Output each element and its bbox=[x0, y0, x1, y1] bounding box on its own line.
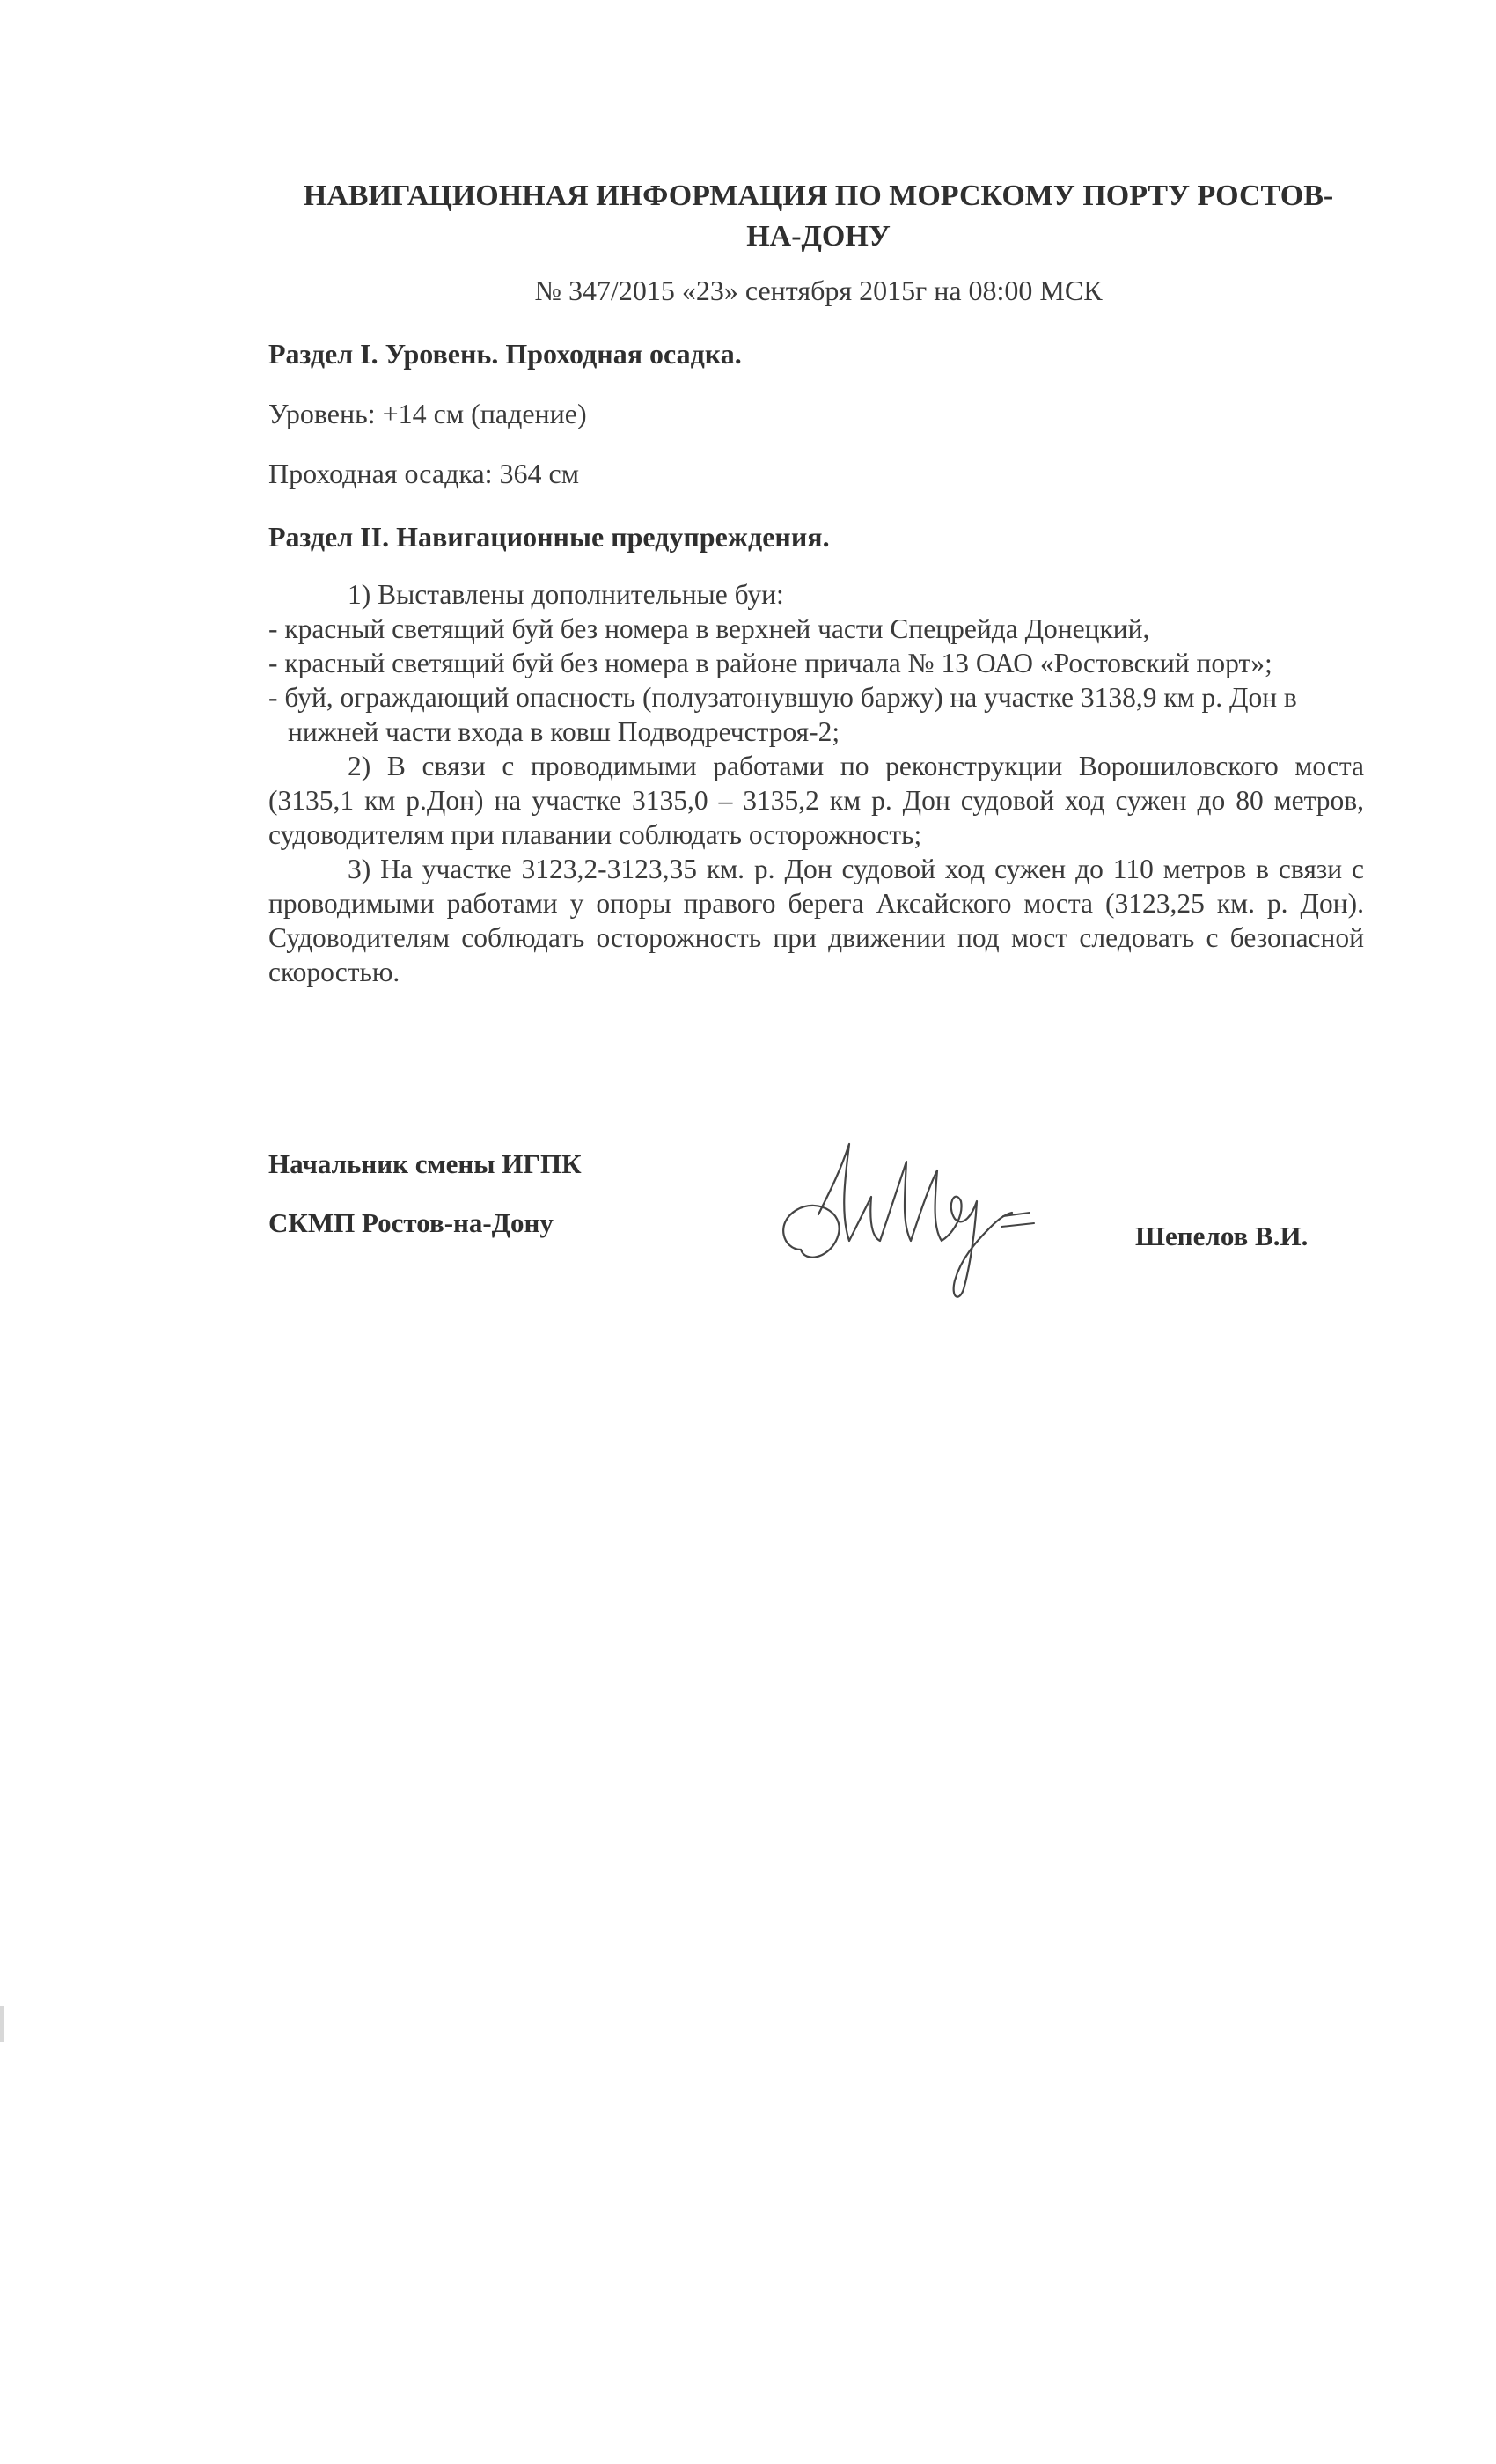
item-1-intro: 1) Выставлены дополнительные буи: bbox=[348, 579, 784, 610]
item-2-text: 2) В связи с проводимыми работами по реконструкции Ворошиловского моста (3135,1 км р.Дон) на участке 3135,0 – 3135,2 км р. Дон судовой ход сужен до 80 метров, судоводителям при плавании соблюдать осторожность; bbox=[268, 751, 1364, 850]
signer-position-line-1: Начальник смены ИГПК bbox=[268, 1148, 582, 1179]
section-1-heading: Раздел I. Уровень. Проходная осадка. bbox=[268, 338, 742, 370]
item-3-text: 3) На участке 3123,2-3123,35 км. р. Дон судовой ход сужен до 110 метров в связи с проводимыми работами у опоры правого берега Аксайского моста (3123,25 км. р. Дон). Судоводителям соблюдать осторожность при движении под мост следовать с безопасной скоростью. bbox=[268, 854, 1364, 987]
scan-edge-mark bbox=[0, 2006, 4, 2042]
document-number-date: № 347/2015 «23» сентября 2015г на 08:00 МСК bbox=[534, 275, 1103, 306]
buoy-item-1: - красный светящий буй без номера в верхней части Спецрейда Донецкий, bbox=[268, 613, 1150, 644]
buoy-item-3: - буй, ограждающий опасность (полузатонувшую баржу) на участке 3138,9 км р. Дон в нижней части входа в ковш Подводречстроя-2; bbox=[268, 682, 1297, 747]
buoy-item-2: - красный светящий буй без номера в районе причала № 13 ОАО «Ростовский порт»; bbox=[268, 648, 1272, 678]
passage-draft: Проходная осадка: 364 см bbox=[268, 458, 579, 489]
water-level: Уровень: +14 см (падение) bbox=[268, 398, 587, 429]
handwritten-signature bbox=[766, 1118, 1056, 1311]
document-title: НАВИГАЦИОННАЯ ИНФОРМАЦИЯ ПО МОРСКОМУ ПОРТУ РОСТОВ-НА-ДОНУ bbox=[303, 180, 1334, 253]
section-2-body bbox=[268, 577, 1364, 989]
signer-name: Шепелов В.И. bbox=[1135, 1221, 1309, 1251]
section-2-heading: Раздел II. Навигационные предупреждения. bbox=[268, 521, 830, 553]
signer-position-line-2: СКМП Ростов-на-Дону bbox=[268, 1207, 554, 1238]
